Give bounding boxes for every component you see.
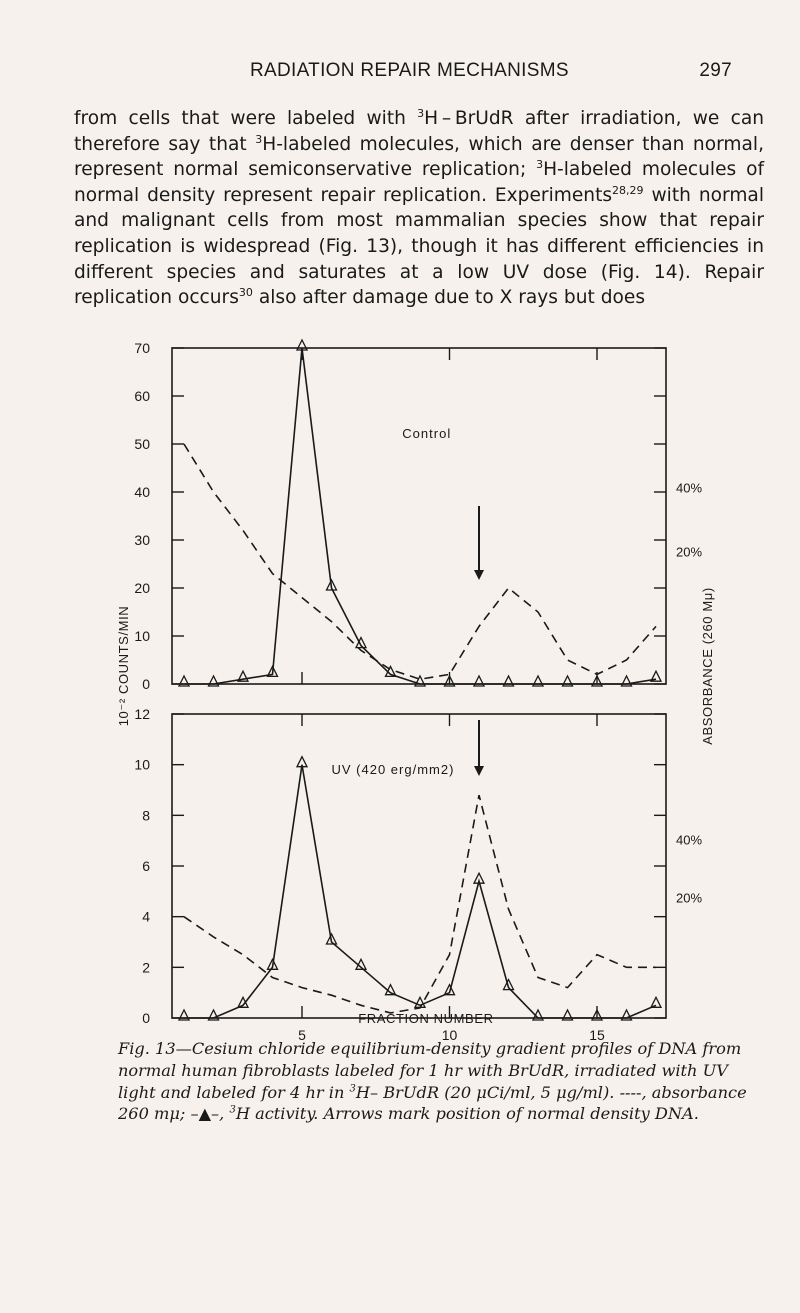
body-sup-3: 3: [536, 158, 544, 171]
caption-fig-label: Fig. 13: [118, 1039, 176, 1058]
right-percent-label: 40%: [676, 832, 703, 848]
caption-legend-dash: ----: [619, 1082, 642, 1102]
series-3h-activity-line: [184, 348, 656, 684]
y-tick-label: 30: [134, 532, 150, 548]
y-tick-label: 70: [134, 340, 150, 356]
y-tick-label: 40: [134, 484, 150, 500]
panel-label: UV (420 erg/mm2): [331, 762, 455, 777]
right-percent-label: 20%: [676, 890, 703, 906]
caption-sup-2: 3: [229, 1105, 236, 1116]
body-text-4: H-labeled molecules of normal density represent repair replication. Experiments: [74, 159, 764, 206]
figure-13-chart: [100, 336, 720, 1043]
y-tick-label: 8: [142, 807, 150, 824]
density-arrow-head: [474, 570, 484, 580]
caption-text-1: Cesium chloride equilibrium-density gradient profiles of DNA from normal human fibroblasts labeled for 1 hr with BrUdR, irradiated with UV light and labeled for 4 hr in: [118, 1039, 742, 1102]
y-tick-label: 6: [142, 858, 150, 874]
body-sup-5: 30: [238, 285, 253, 299]
x-tick-label: 15: [589, 1027, 605, 1043]
caption-dash: —: [175, 1039, 192, 1058]
right-percent-label: 20%: [676, 544, 703, 560]
y-tick-label: 0: [142, 1010, 150, 1026]
y-tick-label: 50: [134, 436, 150, 452]
body-paragraph: [74, 106, 764, 311]
y-axis-label-left: 10⁻² COUNTS/MIN: [116, 605, 131, 727]
panel-frame: [172, 714, 666, 1018]
panel-frame: [172, 348, 666, 684]
body-sup-2: 3: [255, 132, 263, 146]
body-text-5: with normal and malignant cells from most mammalian species show that repair replication is widespread (Fig. 13), though it has different efficiencies in different species and saturates at a low UV dose (Fig. 14). Repair replication occurs: [74, 184, 764, 309]
body-text-3: H-labeled molecules, which are denser than normal, represent normal semiconservative replication;: [74, 133, 764, 181]
body-sup-1: 3: [417, 106, 425, 120]
density-arrow-head: [474, 766, 484, 776]
caption-text-2: H– BrUdR (20 μCi/ml, 5 μg/ml).: [355, 1082, 620, 1102]
running-head: [250, 60, 732, 82]
x-axis-label: FRACTION NUMBER: [358, 1011, 494, 1026]
caption-legend-triangle: –▲–: [190, 1104, 220, 1124]
caption-text-5: H activity. Arrows mark position of normal density DNA.: [235, 1104, 699, 1124]
x-tick-label: 10: [441, 1027, 458, 1043]
y-tick-label: 2: [142, 959, 150, 976]
body-text-6: also after damage due to X rays but does: [252, 287, 646, 309]
figure-caption: [118, 1038, 763, 1125]
caption-text-4: ,: [219, 1104, 230, 1124]
panel-control: [134, 340, 702, 692]
y-tick-label: 10: [134, 628, 150, 644]
y-tick-label: 20: [134, 580, 150, 596]
y-tick-label: 0: [142, 676, 150, 692]
caption-text-3: , absorbance 260 mμ;: [118, 1082, 747, 1124]
series-absorbance-line: [184, 444, 656, 679]
y-tick-label: 12: [134, 706, 150, 722]
y-tick-label: 60: [134, 388, 150, 404]
x-tick-label: 5: [298, 1027, 306, 1043]
body-text-1: from cells that were labeled with: [74, 108, 418, 129]
y-tick-label: 10: [134, 756, 150, 773]
y-tick-label: 4: [142, 908, 150, 925]
body-sup-4: 28,29: [612, 183, 644, 197]
right-percent-label: 40%: [676, 480, 703, 496]
running-title: RADIATION REPAIR MECHANISMS: [250, 60, 569, 81]
panel-uv: [134, 706, 702, 1026]
caption-sup-1: 3: [349, 1083, 356, 1095]
series-3h-activity-line: [184, 765, 656, 1018]
page-number: 297: [699, 60, 732, 81]
body-text-2: H – BrUdR after irradiation, we can therefore say that: [74, 108, 765, 155]
panel-label: Control: [402, 426, 452, 441]
y-axis-label-right: ABSORBANCE (260 Mμ): [700, 587, 715, 745]
series-absorbance-line: [184, 795, 656, 1013]
